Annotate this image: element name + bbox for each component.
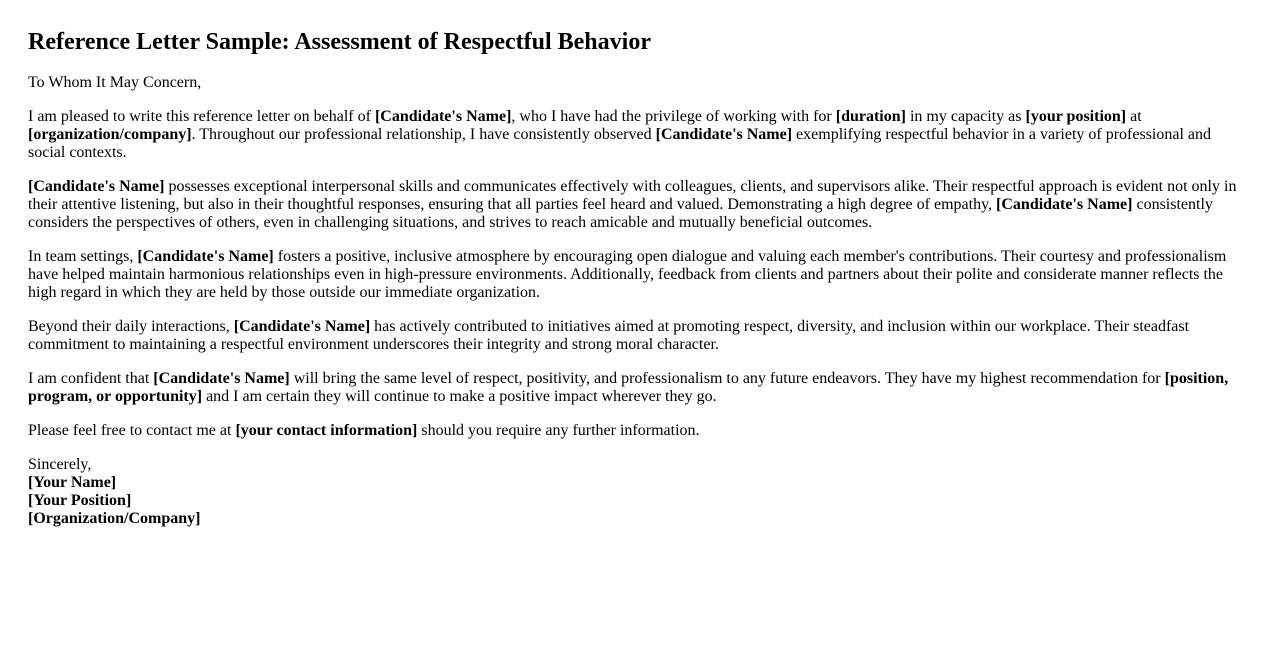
paragraph-text: Please feel free to contact me at — [28, 422, 236, 439]
paragraph-text: should you require any further information. — [417, 422, 700, 439]
body-paragraph — [28, 318, 1250, 354]
paragraph-text: In team settings, — [28, 248, 138, 265]
placeholder-field: [Candidate's Name] — [996, 196, 1133, 213]
page-title: Reference Letter Sample: Assessment of Respectful Behavior — [28, 29, 651, 55]
signature-position: [Your Position] — [28, 492, 132, 509]
letter-body — [28, 108, 1250, 440]
placeholder-field: [organization/company] — [28, 126, 192, 143]
paragraph-text: at — [1126, 108, 1142, 125]
paragraph-text: possesses exceptional interpersonal skills and communicates effectively with colleagues, clients, and supervisors alike. Their respectful approach is evident not only in their attentive listening, but also in their thoughtful responses, ensuring that all parties feel heard and valued. Demonstrating a high degree of empathy, — [28, 178, 1237, 213]
paragraph-text: I am confident that — [28, 370, 154, 387]
salutation: To Whom It May Concern, — [28, 74, 202, 91]
paragraph-text: I am pleased to write this reference letter on behalf of — [28, 108, 375, 125]
closing: Sincerely, — [28, 456, 92, 473]
body-paragraph — [28, 108, 1250, 162]
signature-organization: [Organization/Company] — [28, 510, 201, 527]
placeholder-field: [Candidate's Name] — [153, 370, 290, 387]
paragraph-text: consistently considers the perspectives of others, even in challenging situations, and strives to reach amicable and mutually beneficial outcomes. — [28, 196, 1213, 231]
paragraph-text: exemplifying respectful behavior in a variety of professional and social contexts. — [28, 126, 1212, 161]
placeholder-field: [Candidate's Name] — [233, 318, 371, 335]
placeholder-field: [your position] — [1025, 108, 1127, 125]
signature-block — [28, 456, 1250, 528]
paragraph-text: has actively contributed to initiatives aimed at promoting respect, diversity, and inclusion within our workplace. Their steadfast commitment to maintaining a respectful environment underscores their integrity and strong moral character. — [28, 318, 1190, 353]
placeholder-field: [duration] — [835, 108, 906, 125]
placeholder-field: [Candidate's Name] — [28, 178, 165, 195]
body-paragraph — [28, 422, 1250, 440]
placeholder-field: [Candidate's Name] — [137, 248, 274, 265]
paragraph-text: . Throughout our professional relationship, I have consistently observed — [191, 126, 656, 143]
body-paragraph — [28, 248, 1250, 302]
paragraph-text: Beyond their daily interactions, — [28, 318, 234, 335]
placeholder-field: [Candidate's Name] — [374, 108, 512, 125]
paragraph-text: and I am certain they will continue to make a positive impact wherever they go. — [202, 388, 717, 405]
paragraph-text: will bring the same level of respect, positivity, and professionalism to any future endeavors. They have my highest recommendation for — [289, 370, 1165, 387]
body-paragraph — [28, 370, 1250, 406]
placeholder-field: [your contact information] — [235, 422, 418, 439]
signature-name: [Your Name] — [28, 474, 117, 491]
placeholder-field: [position, program, or opportunity] — [28, 370, 1229, 405]
paragraph-text: in my capacity as — [905, 108, 1026, 125]
placeholder-field: [Candidate's Name] — [655, 126, 793, 143]
paragraph-text: , who I have had the privilege of working with for — [511, 108, 836, 125]
paragraph-text: fosters a positive, inclusive atmosphere by encouraging open dialogue and valuing each member's contributions. Their courtesy and professionalism have helped maintain harmonious relationships even in high-pressure environments. Additionally, feedback from clients and partners about their polite and considerate manner reflects the high regard in which they are held by those outside our immediate organization. — [28, 248, 1227, 301]
body-paragraph — [28, 178, 1250, 232]
